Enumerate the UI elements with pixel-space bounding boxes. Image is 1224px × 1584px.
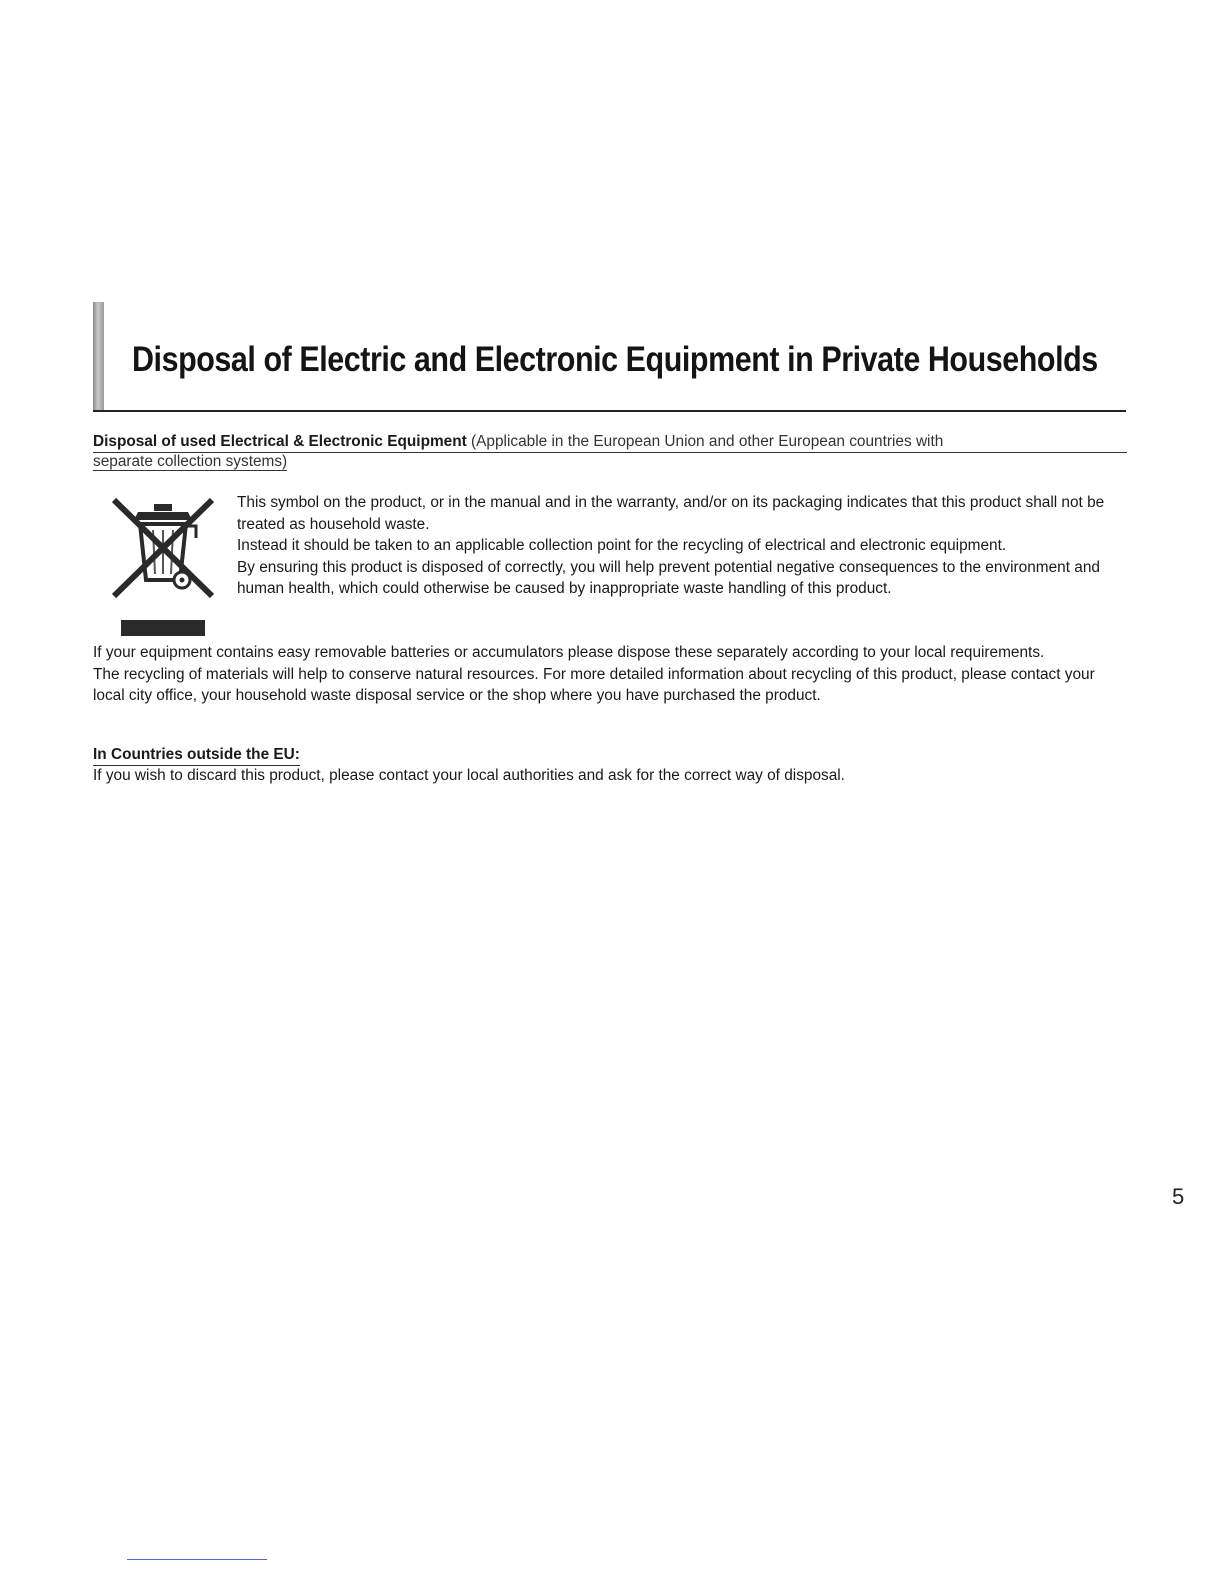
- eu-heading-underline: [93, 452, 1127, 453]
- recycling-paragraph: The recycling of materials will help to conserve natural resources. For more detailed information about recycling of this product, please contact your local city office, your household waste disposal service or the shop where you have purchased the product.: [93, 665, 1095, 704]
- eu-heading-note-line1: (Applicable in the European Union and other European countries with: [471, 433, 944, 450]
- body-text: [93, 642, 1127, 707]
- symbol-paragraph: This symbol on the product, or in the manual and in the warranty, and/or on its packaging indicates that this product shall not be treated as household waste.: [237, 494, 1105, 533]
- crossed-out-wheelie-bin-icon: [108, 492, 220, 640]
- batteries-paragraph: If your equipment contains easy removable batteries or accumulators please dispose these separately according to your local requirements.: [93, 644, 1045, 661]
- symbol-paragraph: Instead it should be taken to an applicable collection point for the recycling of electrical and electronic equipment.: [237, 537, 1007, 554]
- outside-eu-text: If you wish to discard this product, please contact your local authorities and ask for the correct way of disposal.: [93, 767, 845, 784]
- page-number: 5: [1172, 1184, 1185, 1209]
- weee-symbol: [108, 492, 220, 640]
- eu-heading-bold: Disposal of used Electrical & Electronic Equipment: [93, 433, 467, 450]
- outside-eu-heading: In Countries outside the EU:: [93, 745, 300, 766]
- footer-rule: [127, 1559, 267, 1560]
- symbol-paragraph: By ensuring this product is disposed of correctly, you will help prevent potential negative consequences to the environment and human health, which could otherwise be caused by inappropriate waste handling of this product.: [237, 558, 1100, 597]
- title-divider: [93, 410, 1126, 412]
- symbol-description: [237, 492, 1127, 600]
- page-title: Disposal of Electric and Electronic Equipment in Private Households: [132, 340, 1098, 379]
- eu-heading-note-line2: separate collection systems): [93, 453, 288, 470]
- title-accent-bar: [93, 302, 104, 412]
